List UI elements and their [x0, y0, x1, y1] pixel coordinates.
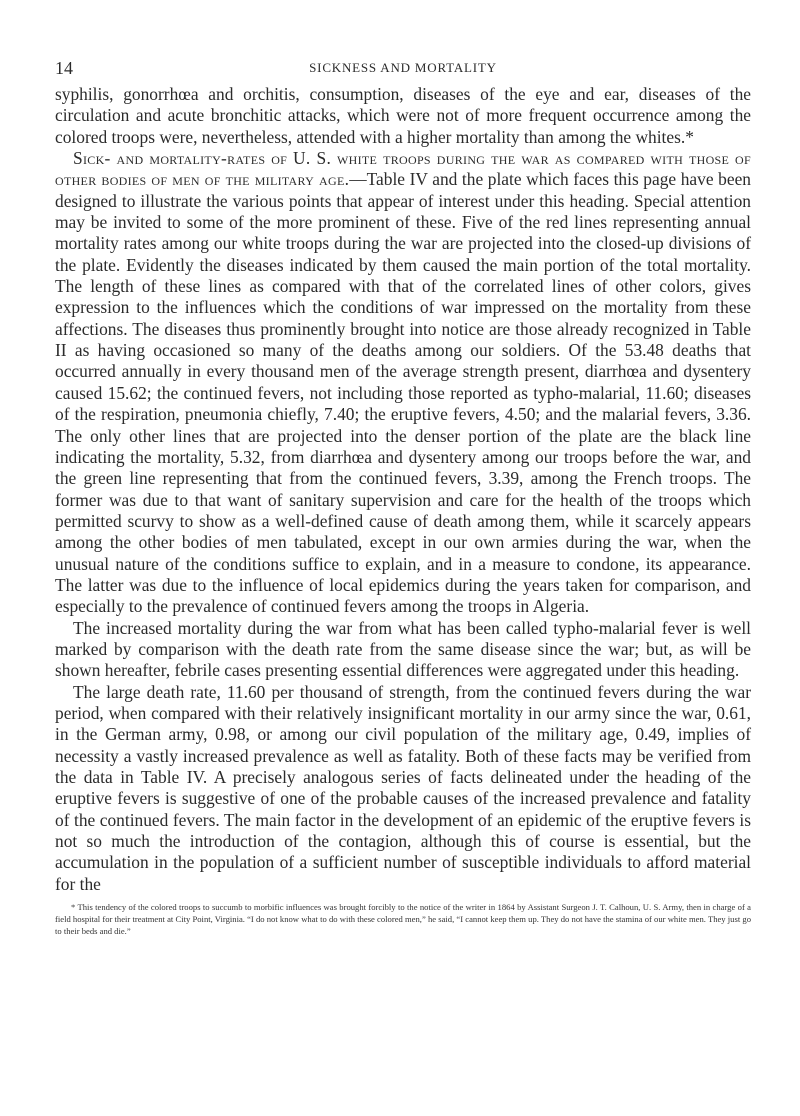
footnote: * This tendency of the colored troops to succumb to morbific influences was brought forcibly to the notice of the writer in 1864 by Assistant Surgeon J. T. Calhoun, U. S. Army, then in charge of a field hospital for their treatment at City Point, Virginia. “I do not know what to do with these colored men,” he said, “I cannot keep them up. They do not have the stamina of our white men. They just go to their beds and die.”: [55, 902, 751, 937]
section-heading: Sick- and mortality-rates of U. S. white troops during the war as compared with those of other bodies of men of the military age.: [55, 148, 751, 190]
running-head: SICKNESS AND MORTALITY: [309, 60, 497, 75]
paragraph-continued-fevers: The large death rate, 11.60 per thousand of strength, from the continued fevers during the war period, when compared with their relatively insignificant mortality in our army since the war, 0.61, in the German army, 0.98, or among our civil population of the military age, 0.49, implies of necessity a vastly increased prevalence as well as fatality. Both of these facts may be verified from the data in Table IV. A precisely analogous series of facts delineated under the heading of the eruptive fevers is suggestive of one of the probable causes of the increased prevalence and fatality of the continued fevers. The main factor in the development of an epidemic of the eruptive fevers is not so much the introduction of the contagion, although this of course is essential, but the accumulation in the population of a sufficient number of susceptible individuals to afford material for the: [55, 681, 751, 894]
page-header: [55, 58, 751, 84]
page-body: [55, 84, 751, 895]
paragraph-typho-malarial: The increased mortality during the war from what has been called typho-malarial fever is well marked by comparison with the death rate from the same disease since the war; but, as will be shown hereafter, febrile cases presenting essential differences were aggregated under this heading.: [55, 617, 751, 681]
section-body: —Table IV and the plate which faces this page have been designed to illustrate the various points that appear of interest under this heading. Special attention may be invited to some of the more prominent of these. Five of the red lines representing annual mortality rates among our white troops during the war are projected into the closed-up divisions of the plate. Evidently the diseases indicated by them caused the main portion of the total mortality. The length of these lines as compared with that of the correlated lines of other colors, gives expression to the influences which the conditions of war impressed on the mortality from these affections. The diseases thus prominently brought into notice are those already recognized in Table II as having occasioned so many of the deaths among our soldiers. Of the 53.48 deaths that occurred annually in every thousand men of the average strength present, diarrhœa and dysentery caused 15.62; the continued fevers, not including those reported as typho-malarial, 11.60; diseases of the respiration, pneumonia chiefly, 7.40; the eruptive fevers, 4.50; and the malarial fevers, 3.36. The only other lines that are projected into the denser portion of the plate are the black line indicating the mortality, 5.32, from diarrhœa and dysentery among our troops before the war, and the green line representing that from the continued fevers, 3.39, among the French troops. The former was due to that want of sanitary supervision and care for the health of the troops which permitted scurvy to show as a well-defined cause of death among them, while it scarcely appears among the other bodies of men tabulated, except in our own armies during the war, when the unusual nature of the conditions suffice to explain, and in a measure to condone, its appearance. The latter was due to the influence of local epidemics during the years taken for comparison, and especially to the prevalence of continued fevers among the troops in Algeria.: [55, 169, 751, 617]
paragraph-section: [55, 148, 751, 618]
book-page: [55, 58, 751, 937]
paragraph-continued: syphilis, gonorrhœa and orchitis, consumption, diseases of the eye and ear, diseases of the circulation and acute bronchitic attacks, which were not of more frequent occurrence among the colored troops were, nevertheless, attended with a higher mortality than among the whites.*: [55, 84, 751, 147]
page-number: 14: [55, 58, 73, 78]
